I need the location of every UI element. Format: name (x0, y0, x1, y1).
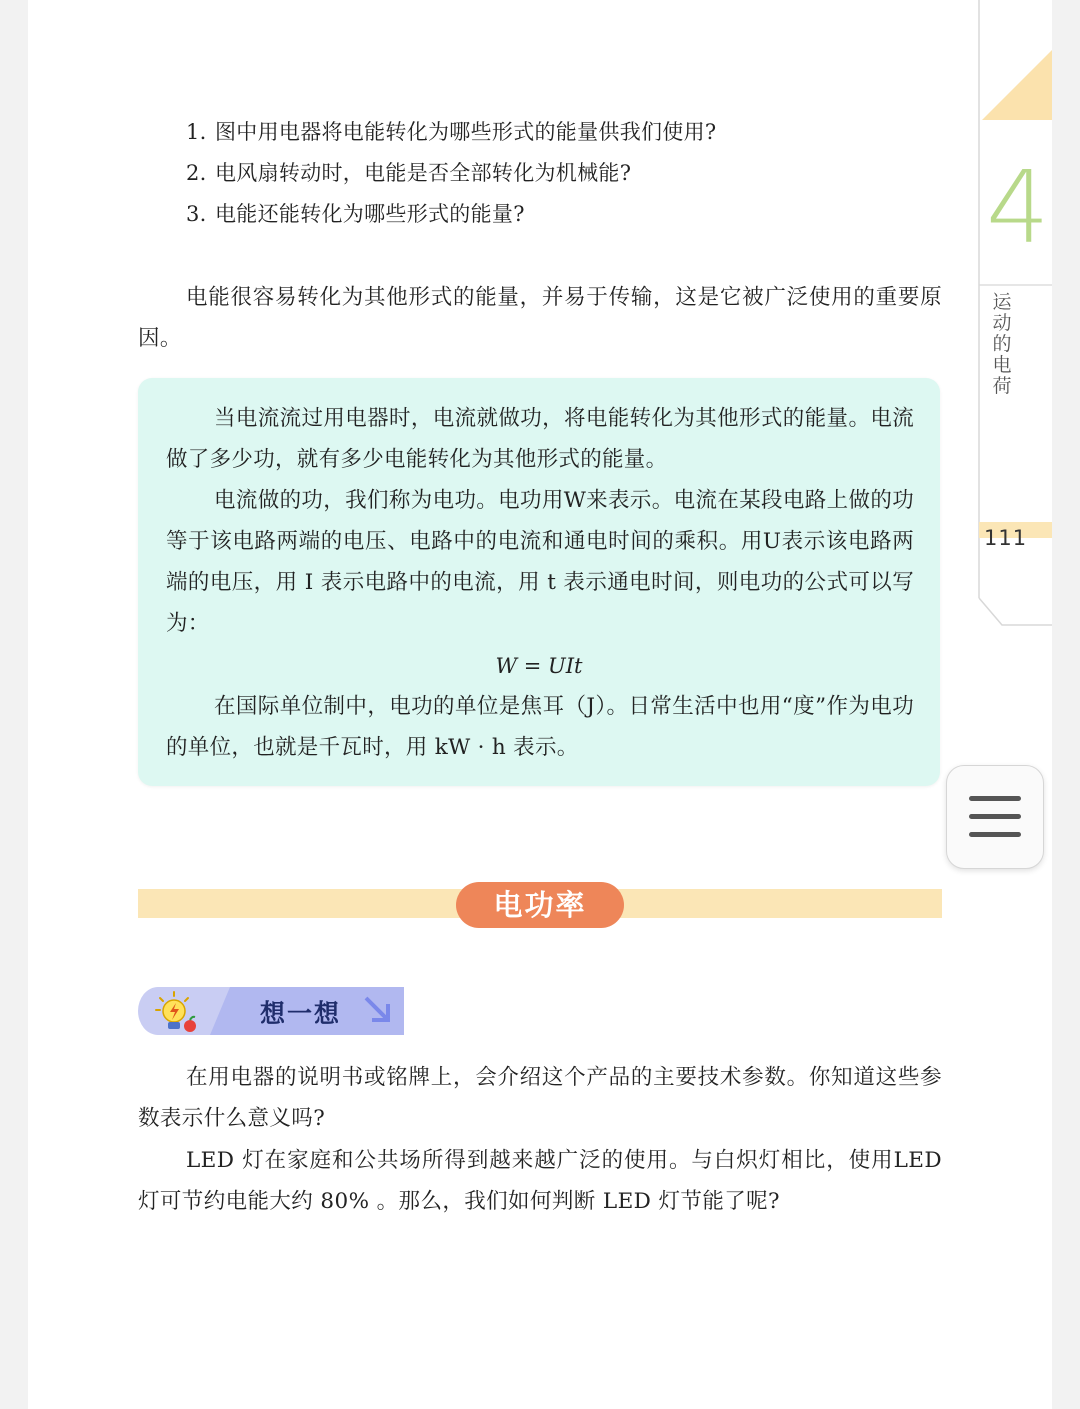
arrow-down-right-icon (362, 994, 396, 1028)
think-banner (138, 986, 406, 1036)
concept-paragraph-1: 当电流流过用电器时，电流就做功，将电能转化为其他形式的能量。电流做了多少功，就有多少电能转化为其他形式的能量。 (166, 406, 914, 472)
chapter-number: 4 (986, 149, 1050, 266)
formula: W = UIt (495, 654, 583, 678)
think-paragraph-1: 在用电器的说明书或铭牌上，会介绍这个产品的主要技术参数。你知道这些参数表示什么意义吗? (138, 1065, 942, 1131)
menu-button[interactable] (946, 765, 1044, 869)
chapter-title: 运动的电荷 (992, 291, 1012, 397)
think-paragraph-2: LED 灯在家庭和公共场所得到越来越广泛的使用。与白炽灯相比，使用LED 灯可节约电能大约 80% 。那么，我们如何判断 LED 灯节能了呢? (138, 1148, 942, 1214)
page-number: 111 (984, 526, 1028, 550)
concept-paragraph-3: 在国际单位制中，电功的单位是焦耳（J）。日常生活中也用“度”作为电功的单位，也就是千瓦时，用 kW · h 表示。 (166, 694, 914, 760)
lightbulb-icon (152, 990, 202, 1034)
question-item: 1. 图中用电器将电能转化为哪些形式的能量供我们使用? (186, 120, 717, 144)
concept-box (138, 378, 940, 786)
question-item: 2. 电风扇转动时，电能是否全部转化为机械能? (186, 161, 632, 185)
concept-paragraph-2: 电流做的功，我们称为电功。电功用W来表示。电流在某段电路上做的功等于该电路两端的电压、电路中的电流和通电时间的乘积。用U表示该电路两端的电压，用 I 表示电路中的电流，用 t 表示通电时间，则电功的公式可以写为： (166, 488, 914, 636)
question-item: 3. 电能还能转化为哪些形式的能量? (186, 202, 525, 226)
think-title: 想一想 (260, 999, 342, 1028)
section-title: 电功率 (456, 882, 624, 928)
question-list (186, 112, 716, 235)
intro-paragraph: 电能很容易转化为其他形式的能量，并易于传输，这是它被广泛使用的重要原因。 (138, 285, 942, 351)
